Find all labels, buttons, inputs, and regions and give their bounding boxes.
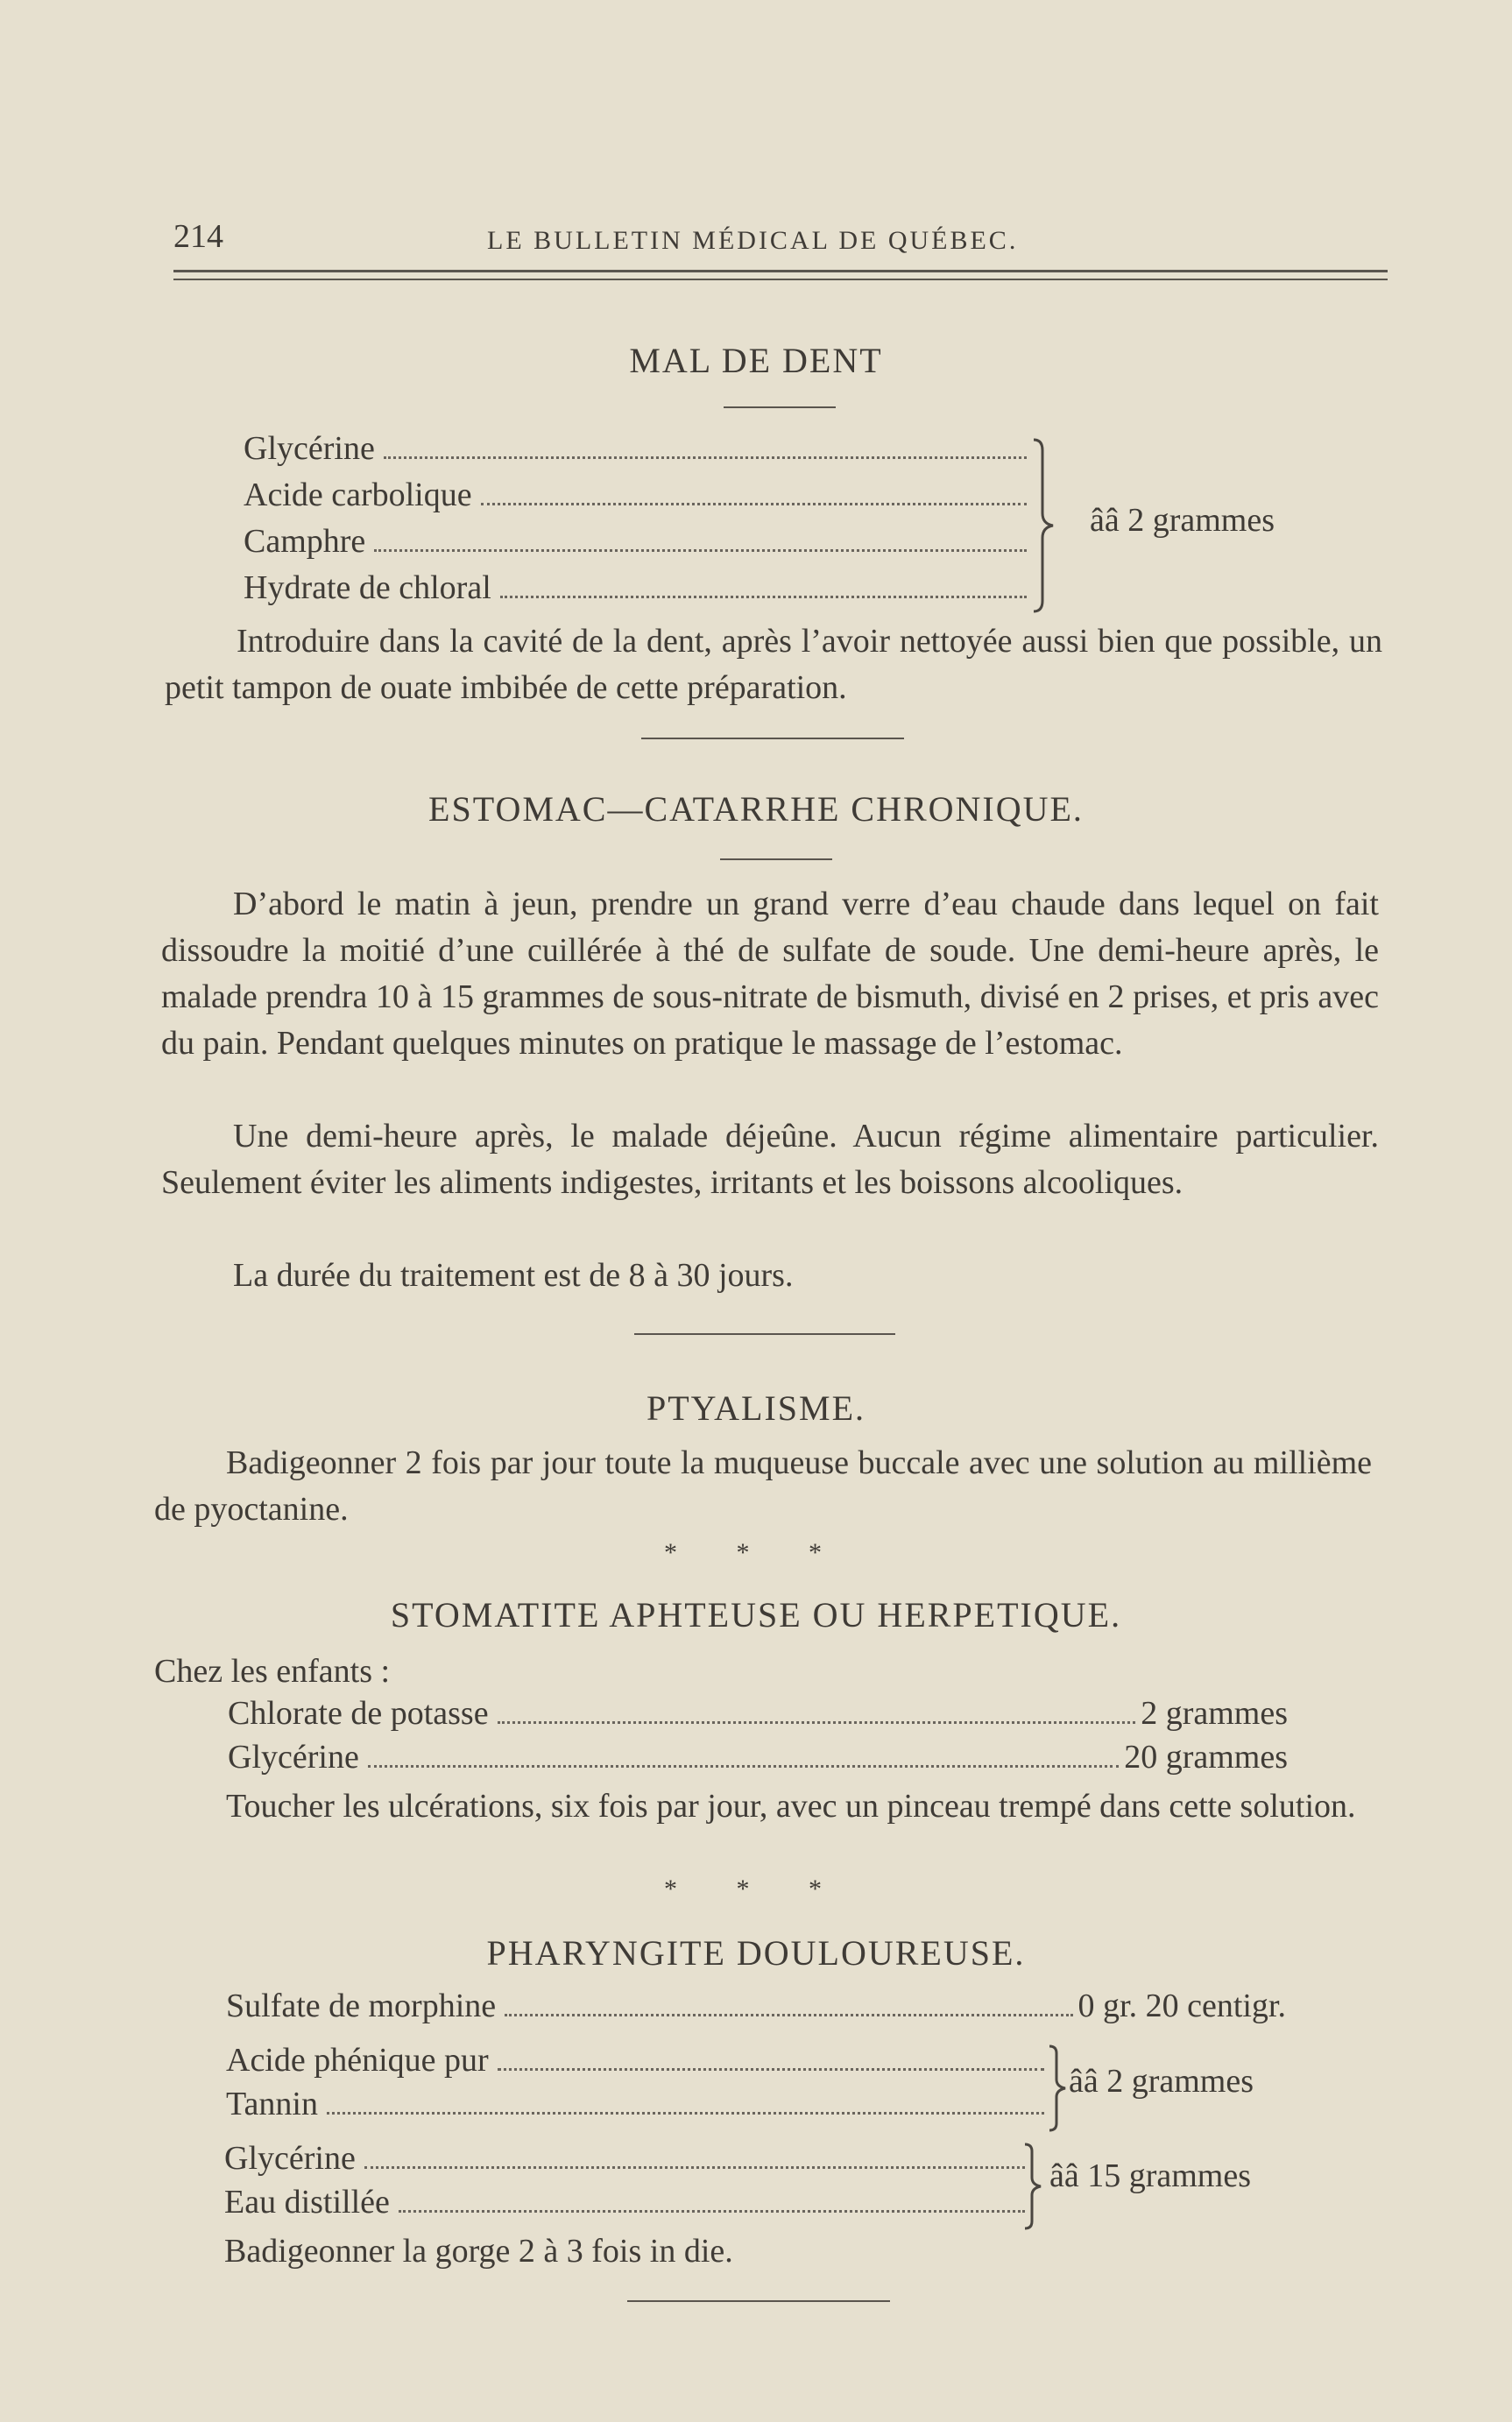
- paragraph: [154, 1783, 1372, 1830]
- ingredient-name: Acide carbolique: [244, 477, 472, 513]
- star-separator: * * *: [664, 1538, 848, 1567]
- title-underline: [720, 858, 832, 860]
- leader-dots: [399, 2210, 1025, 2213]
- star-separator: * * *: [664, 1875, 848, 1903]
- leader-dots: [384, 456, 1027, 459]
- ingredient-name: Glycérine: [224, 2140, 356, 2177]
- ingredient-row: [244, 568, 1032, 607]
- page-number: 214: [173, 218, 223, 255]
- ingredient-row: [228, 1694, 1288, 1733]
- leader-dots: [500, 596, 1027, 598]
- ingredient-row: [228, 1738, 1288, 1776]
- paragraph-text: La durée du traitement est de 8 à 30 jours.: [233, 1257, 794, 1294]
- paragraph: [165, 618, 1382, 711]
- section-title-mal-de-dent: MAL DE DENT: [629, 341, 883, 380]
- ingredient-row: [226, 2041, 1049, 2080]
- section-title-estomac: ESTOMAC—CATARRHE CHRONIQUE.: [428, 789, 1084, 829]
- paragraph: [154, 1440, 1372, 1533]
- paragraph-text: Une demi-heure après, le malade déjeûne. Aucun régime alimentaire particulier. Seulement éviter les aliments indigestes, irritants et les boissons alcooliques.: [161, 1118, 1379, 1201]
- ingredient-name: Camphre: [244, 523, 366, 560]
- ingredient-name: Eau distillée: [224, 2184, 390, 2221]
- leader-dots: [374, 549, 1027, 552]
- leader-dots: [364, 2166, 1025, 2169]
- section-divider: [641, 738, 904, 739]
- ingredient-row: [226, 1987, 1286, 2025]
- section-title-pharyngite: PHARYNGITE DOULOUREUSE.: [486, 1933, 1026, 1973]
- ingredient-row: [224, 2183, 1030, 2221]
- ingredient-row: [244, 522, 1032, 561]
- dose-label: ââ 15 grammes: [1049, 2157, 1252, 2194]
- ingredient-name: Glycérine: [244, 430, 375, 467]
- header-rule-bottom: [173, 279, 1388, 280]
- ingredient-name: Glycérine: [228, 1739, 359, 1776]
- ingredient-name: Hydrate de chloral: [244, 569, 491, 606]
- right-brace: [1048, 2044, 1070, 2132]
- intro-line: Chez les enfants :: [154, 1653, 391, 1690]
- ingredient-row: [244, 476, 1032, 514]
- running-title: LE BULLETIN MÉDICAL DE QUÉBEC.: [487, 226, 1019, 255]
- ingredient-name: Chlorate de potasse: [228, 1695, 489, 1732]
- ingredient-dose: 20 grammes: [1124, 1739, 1288, 1776]
- instruction-line: Badigeonner la gorge 2 à 3 fois in die.: [224, 2233, 733, 2270]
- ingredient-name: Tannin: [226, 2086, 318, 2122]
- paragraph-text: D’abord le matin à jeun, prendre un grand verre d’eau chaude dans lequel on fait dissoudre la moitié d’une cuillérée à thé de sulfate de soude. Une demi-heure après, le malade prendra 10 à 15 grammes de sous-nitrate de bismuth, divisé en 2 prises, et pris avec du pain. Pendant quelques minutes on pratique le massage de l’estomac.: [161, 886, 1379, 1062]
- section-divider: [627, 2300, 890, 2302]
- ingredient-dose: 2 grammes: [1141, 1695, 1288, 1732]
- leader-dots: [481, 503, 1027, 505]
- dose-label: ââ 2 grammes: [1069, 2063, 1254, 2100]
- paragraph: [161, 1253, 1379, 1299]
- leader-dots: [498, 2068, 1044, 2071]
- paragraph: [161, 1113, 1379, 1206]
- paragraph: [161, 881, 1379, 1067]
- title-underline: [724, 406, 836, 408]
- leader-dots: [327, 2112, 1044, 2115]
- section-title-stomatite: STOMATITE APHTEUSE OU HERPETIQUE.: [390, 1595, 1122, 1635]
- paragraph-text: Toucher les ulcérations, six fois par jour, avec un pinceau trempé dans cette solution.: [226, 1788, 1356, 1825]
- dose-label: ââ 2 grammes: [1090, 502, 1275, 539]
- ingredient-row: [226, 2085, 1049, 2123]
- header-rule-top: [173, 270, 1388, 272]
- leader-dots: [368, 1765, 1119, 1768]
- ingredient-name: Sulfate de morphine: [226, 1988, 497, 2024]
- section-title-ptyalisme: PTYALISME.: [646, 1388, 866, 1428]
- section-divider: [634, 1333, 895, 1335]
- ingredient-row: [244, 429, 1032, 468]
- paragraph-text: Introduire dans la cavité de la dent, après l’avoir nettoyée aussi bien que possible, un petit tampon de ouate imbibée de cette préparation.: [165, 623, 1382, 706]
- paragraph-text: Badigeonner 2 fois par jour toute la muqueuse buccale avec une solution au millième de pyoctanine.: [154, 1444, 1372, 1528]
- leader-dots: [505, 2014, 1072, 2016]
- right-brace: [1023, 2143, 1046, 2230]
- right-brace: [1032, 438, 1058, 613]
- ingredient-dose: 0 gr. 20 centigr.: [1077, 1988, 1286, 2024]
- leader-dots: [498, 1721, 1136, 1724]
- ingredient-row: [224, 2139, 1030, 2178]
- ingredient-name: Acide phénique pur: [226, 2042, 489, 2079]
